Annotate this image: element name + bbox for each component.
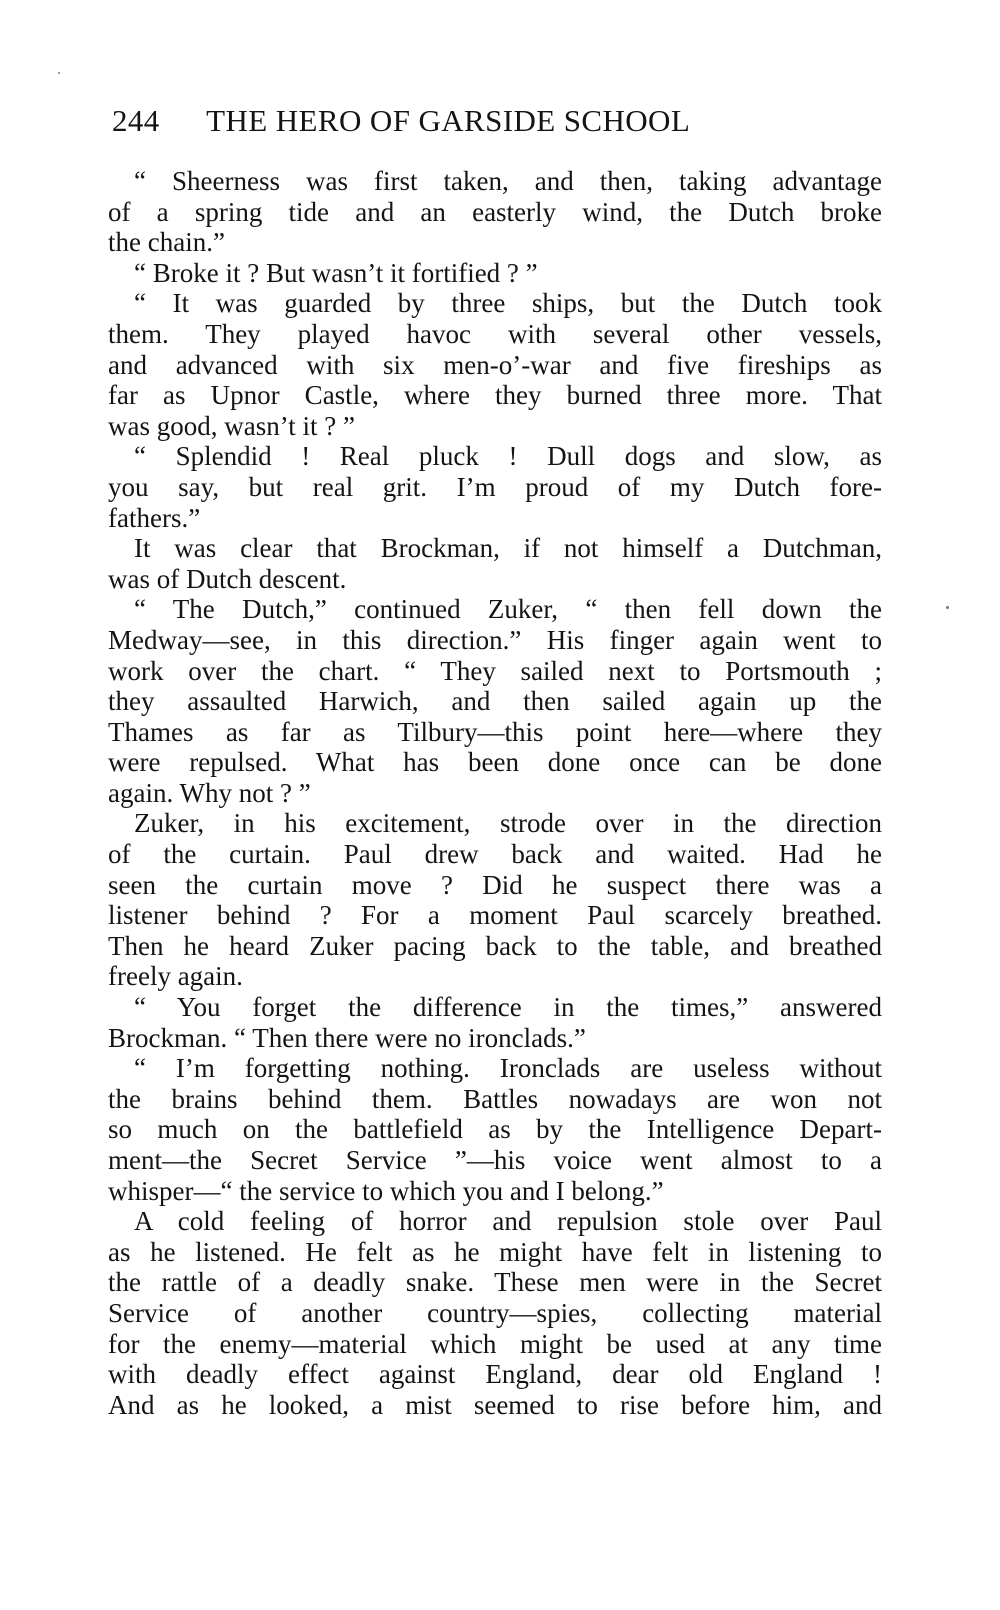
text-line: “ The Dutch,” continued Zuker, “ then fell down the: [134, 594, 882, 625]
text-line: freely again.: [108, 961, 243, 992]
text-line: “ It was guarded by three ships, but the Dutch took: [134, 288, 882, 319]
text-line: you say, but real grit. I’m proud of my Dutch fore-: [108, 471, 882, 502]
text-line: Service of another country—spies, collecting material: [108, 1297, 882, 1328]
text-line: the chain.”: [108, 227, 225, 258]
text-line: the brains behind them. Battles nowadays are won not: [108, 1083, 882, 1114]
text-line: A cold feeling of horror and repulsion stole over Paul: [134, 1206, 882, 1237]
text-line: Thames as far as Tilbury—this point here—where they: [108, 716, 882, 747]
text-line: “ Splendid ! Real pluck ! Dull dogs and slow, as: [134, 441, 882, 472]
text-line: of the curtain. Paul drew back and waited. Had he: [108, 839, 882, 870]
text-line: Zuker, in his excitement, strode over in the direction: [134, 808, 882, 839]
text-line: and advanced with six men-o’-war and five fireships as: [108, 349, 882, 380]
running-title: THE HERO OF GARSIDE SCHOOL: [206, 103, 691, 138]
page-number: 244: [112, 103, 160, 138]
text-line: for the enemy—material which might be used at any time: [108, 1328, 882, 1359]
text-line: were repulsed. What has been done once can be done: [108, 747, 882, 778]
text-line: Medway—see, in this direction.” His finger again went to: [108, 624, 882, 655]
text-line: And as he looked, a mist seemed to rise before him, and: [108, 1389, 882, 1420]
scan-speck: [58, 72, 60, 74]
text-line: “ Broke it ? But wasn’t it fortified ? ”: [134, 257, 538, 288]
body-text: [108, 166, 882, 1420]
text-line: as he listened. He felt as he might have felt in listening to: [108, 1236, 882, 1267]
text-line: “ Sheerness was first taken, and then, taking advantage: [134, 166, 882, 196]
text-line: they assaulted Harwich, and then sailed again up the: [108, 686, 882, 717]
text-line: Brockman. “ Then there were no ironclads.”: [108, 1022, 586, 1053]
page-header: [112, 103, 772, 143]
text-line: was of Dutch descent.: [108, 563, 347, 594]
text-line: fathers.”: [108, 502, 201, 533]
scan-speck: [946, 606, 949, 609]
text-line: with deadly effect against England, dear old England !: [108, 1359, 882, 1390]
text-line: Then he heard Zuker pacing back to the table, and breathed: [108, 930, 882, 961]
text-line: of a spring tide and an easterly wind, the Dutch broke: [108, 196, 882, 227]
text-line: whisper—“ the service to which you and I belong.”: [108, 1175, 664, 1206]
text-line: again. Why not ? ”: [108, 777, 311, 808]
text-line: “ I’m forgetting nothing. Ironclads are useless without: [134, 1053, 882, 1084]
text-line: seen the curtain move ? Did he suspect there was a: [108, 869, 882, 900]
text-line: them. They played havoc with several other vessels,: [108, 318, 882, 349]
text-line: listener behind ? For a moment Paul scarcely breathed.: [108, 900, 882, 931]
text-line: ment—the Secret Service ”—his voice went almost to a: [108, 1145, 882, 1175]
text-line: so much on the battlefield as by the Intelligence Depart-: [108, 1114, 882, 1145]
text-line: was good, wasn’t it ? ”: [108, 410, 355, 441]
text-line: far as Upnor Castle, where they burned three more. That: [108, 380, 882, 411]
text-line: “ You forget the difference in the times,” answered: [134, 992, 882, 1023]
text-line: It was clear that Brockman, if not himself a Dutchman,: [134, 533, 882, 564]
text-line: work over the chart. “ They sailed next to Portsmouth ;: [108, 655, 882, 686]
text-line: the rattle of a deadly snake. These men were in the Secret: [108, 1267, 882, 1298]
